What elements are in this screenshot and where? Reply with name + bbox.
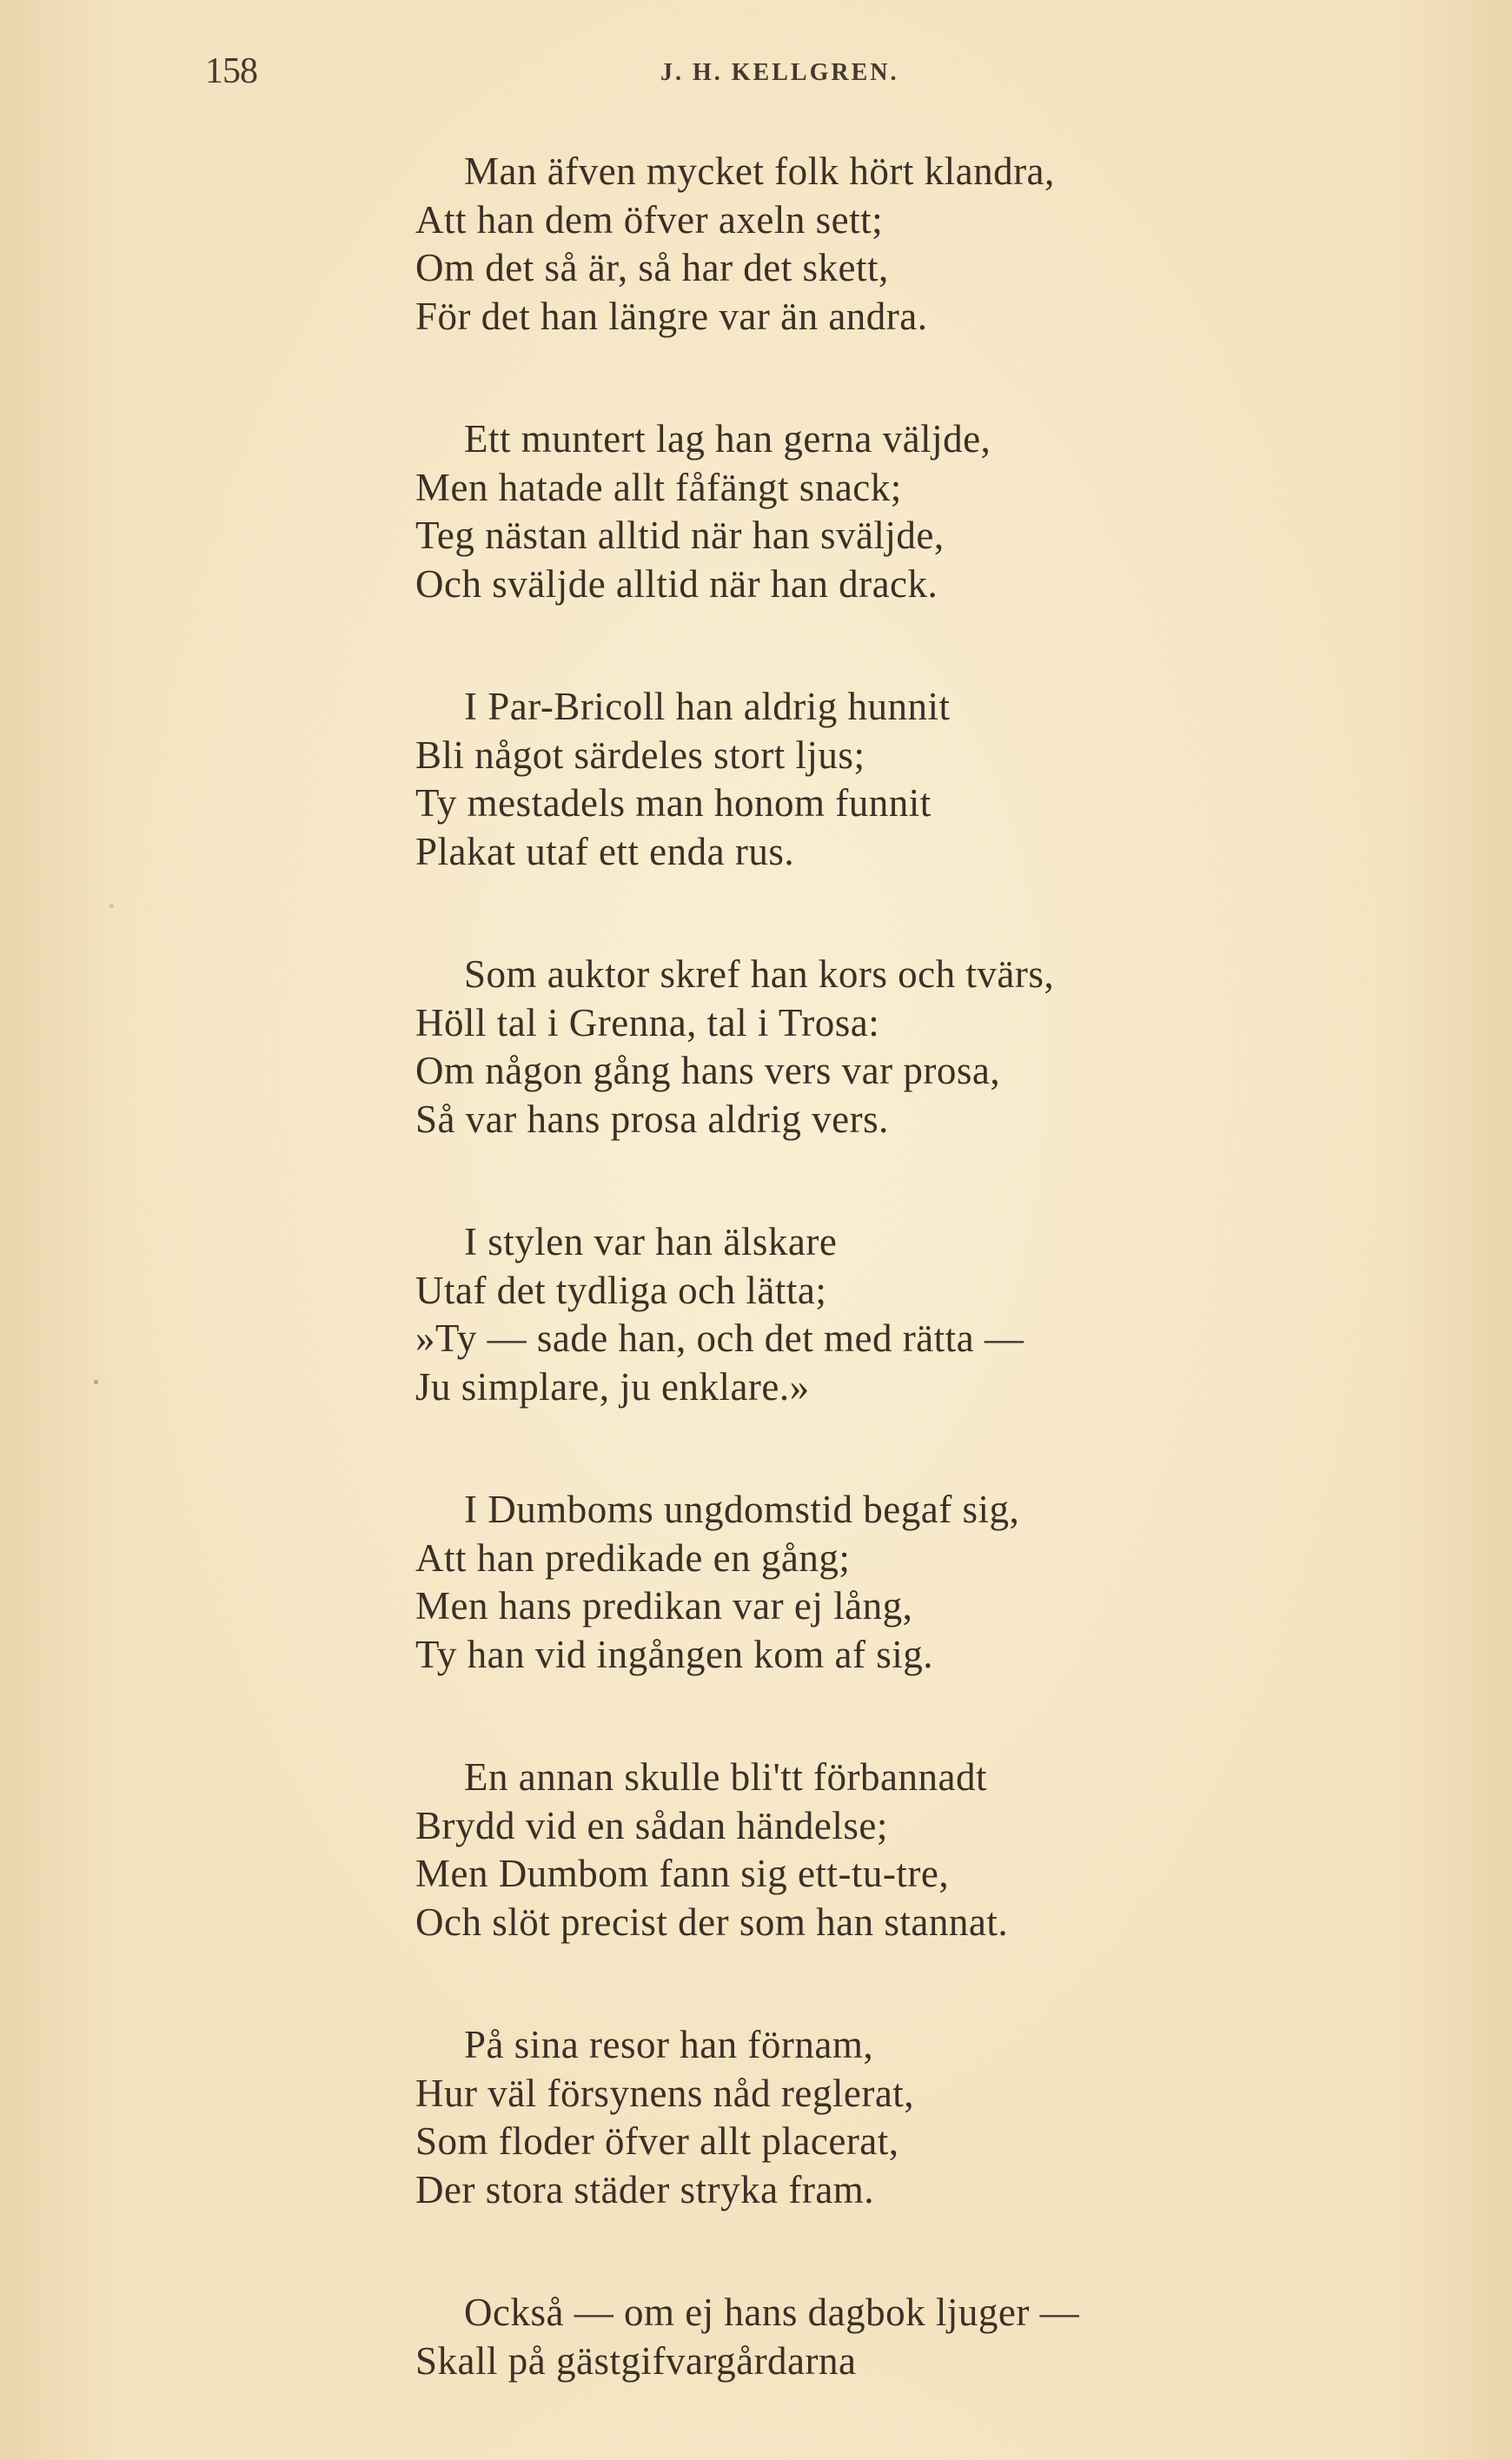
- stanza-7: [415, 1754, 1371, 1946]
- verse-line: Brydd vid en sådan händelse;: [415, 1803, 888, 1847]
- stanza-9: [415, 2289, 1371, 2385]
- verse-line: Bli något särdeles stort ljus;: [415, 733, 865, 777]
- verse-line: Utaf det tydliga och lätta;: [415, 1268, 827, 1312]
- paper-speck: [109, 904, 114, 908]
- verse-line: För det han längre var än andra.: [415, 294, 928, 338]
- stanza-3: [415, 683, 1371, 876]
- verse-line: I Dumboms ungdomstid begaf sig,: [464, 1488, 1020, 1531]
- verse-line: Som floder öfver allt placerat,: [415, 2119, 899, 2163]
- stanza-1: [415, 148, 1371, 341]
- stanza-5: [415, 1218, 1371, 1411]
- verse-line: Som auktor skref han kors och tvärs,: [464, 952, 1055, 996]
- verse-line: Också — om ej hans dagbok ljuger —: [464, 2291, 1080, 2334]
- verse-line: Men Dumbom fann sig ett-tu-tre,: [415, 1852, 950, 1895]
- verse-line: En annan skulle bli'tt förbannadt: [464, 1755, 987, 1799]
- verse-line: På sina resor han förnam,: [464, 2023, 874, 2066]
- verse-line: Hur väl försynens nåd reglerat,: [415, 2071, 915, 2115]
- verse-line: I Par-Bricoll han aldrig hunnit: [464, 685, 951, 728]
- verse-line: Och slöt precist der som han stannat.: [415, 1900, 1009, 1944]
- verse-line: Der stora städer stryka fram.: [415, 2167, 875, 2211]
- verse-line: Skall på gästgifvargårdarna: [415, 2338, 857, 2383]
- stanza-6: [415, 1486, 1371, 1679]
- verse-line: Ju simplare, ju enklare.»: [415, 1364, 810, 1409]
- verse-line: Höll tal i Grenna, tal i Trosa:: [415, 1000, 880, 1044]
- verse-line: Ty mestadels man honom funnit: [415, 781, 932, 825]
- stanza-2: [415, 415, 1371, 608]
- paper-speck: [94, 1380, 98, 1384]
- verse-line: Om någon gång hans vers var prosa,: [415, 1049, 1001, 1092]
- verse-line: Men hans predikan var ej lång,: [415, 1584, 913, 1628]
- stanza-4: [415, 951, 1371, 1144]
- poem: [415, 148, 1371, 2460]
- stanza-8: [415, 2021, 1371, 2214]
- verse-line: Ty han vid ingången kom af sig.: [415, 1632, 933, 1676]
- verse-line: Men hatade allt fåfängt snack;: [415, 465, 902, 509]
- page-number: 158: [205, 51, 257, 91]
- verse-line: Teg nästan alltid när han sväljde,: [415, 514, 945, 557]
- verse-line: Ett muntert lag han gerna väljde,: [464, 417, 991, 461]
- verse-line: Om det så är, så har det skett,: [415, 246, 889, 289]
- verse-line: Så var hans prosa aldrig vers.: [415, 1097, 889, 1141]
- verse-line: I stylen var han älskare: [464, 1220, 838, 1263]
- verse-line: Att han predikade en gång;: [415, 1535, 851, 1580]
- running-head: J. H. KELLGREN.: [660, 59, 899, 86]
- verse-line: Att han dem öfver axeln sett;: [415, 197, 884, 242]
- verse-line: Och sväljde alltid när han drack.: [415, 561, 938, 606]
- verse-line: Man äfven mycket folk hört klandra,: [464, 149, 1055, 193]
- verse-line: Plakat utaf ett enda rus.: [415, 829, 795, 873]
- verse-line: »Ty — sade han, och det med rätta —: [415, 1316, 1025, 1360]
